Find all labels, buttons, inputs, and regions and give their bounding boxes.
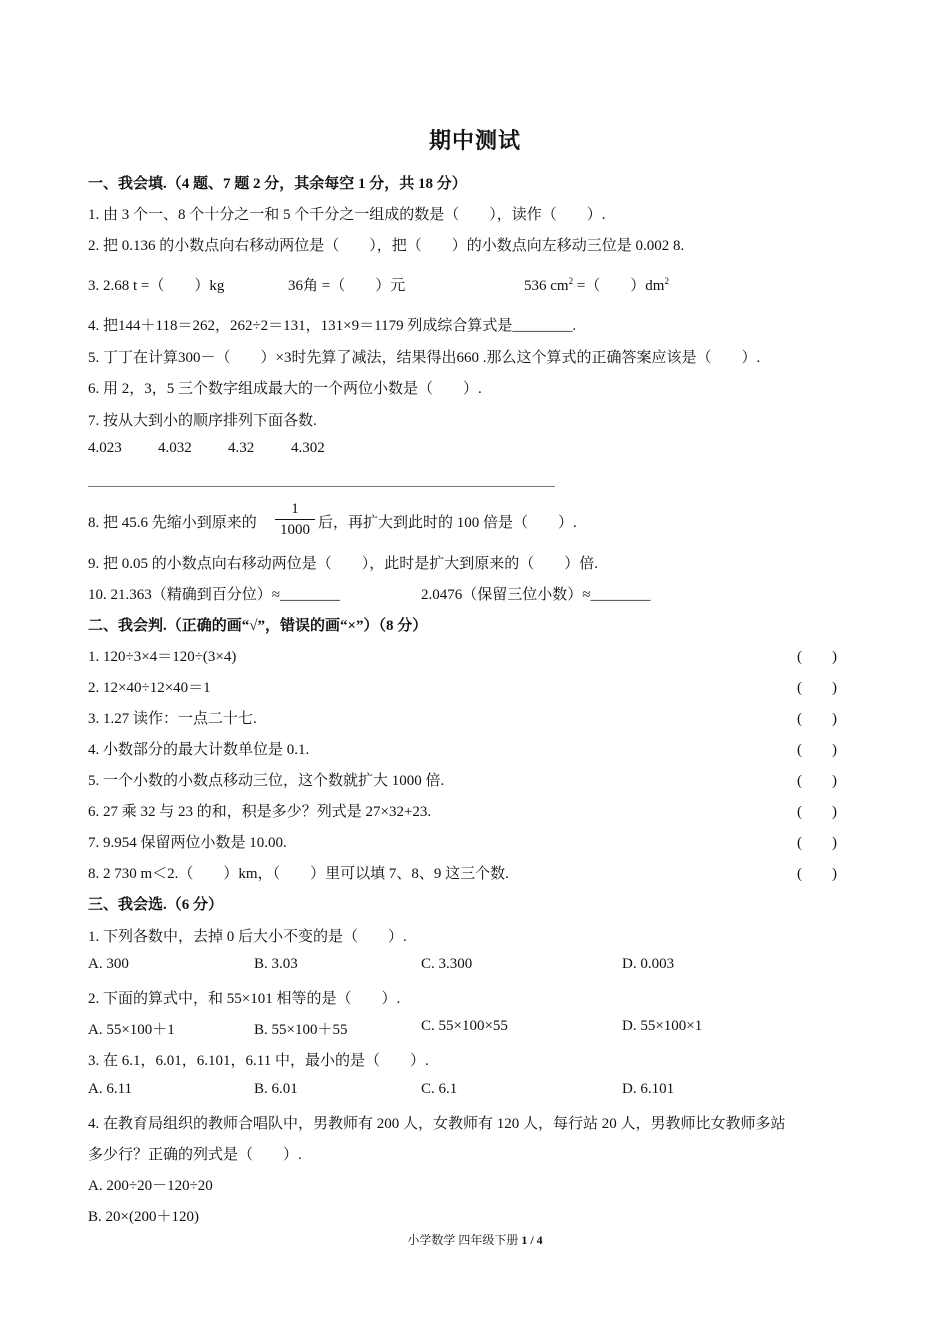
judge-item: 1. 120÷3×4＝120÷(3×4) <box>88 649 237 665</box>
s1-question-8-pre: 8. 把 45.6 先缩小到原来的 <box>88 515 257 531</box>
answer-paren: ( ) <box>797 711 837 727</box>
s1-q3c-mid: =（ ）dm <box>573 278 665 294</box>
choice-option: A. 300 <box>88 956 129 972</box>
s3-question-4-line1: 4. 在教育局组织的教师合唱队中，男教师有 200 人，女教师有 120 人，每行站 20 人，男教师比女教师多站 <box>88 1116 786 1132</box>
fraction-denominator: 1000 <box>280 522 310 538</box>
judge-item: 5. 一个小数的小数点移动三位，这个数就扩大 1000 倍. <box>88 773 445 789</box>
s1-q7-number: 4.302 <box>291 440 325 456</box>
choice-option: B. 3.03 <box>254 956 298 972</box>
page-footer <box>0 1231 950 1248</box>
answer-paren: ( ) <box>797 835 837 851</box>
judge-item: 3. 1.27 读作：一点二十七. <box>88 711 257 727</box>
fraction-numerator: 1 <box>275 500 315 520</box>
s1-question-9: 9. 把 0.05 的小数点向右移动两位是（ ），此时是扩大到原来的（ ）倍. <box>88 556 599 572</box>
choice-option: B. 20×(200＋120) <box>88 1209 199 1225</box>
s1-question-10b: 2.0476（保留三位小数）≈________ <box>421 587 651 603</box>
s3-question-1: 1. 下列各数中，去掉 0 后大小不变的是（ ）. <box>88 929 407 945</box>
choice-option: C. 3.300 <box>421 956 473 972</box>
section-1-heading: 一、我会填.（4 题、7 题 2 分，其余每空 1 分，共 18 分） <box>88 176 467 192</box>
s1-question-3b: 36角 =（ ）元 <box>288 278 406 294</box>
answer-paren: ( ) <box>797 866 837 882</box>
choice-option: A. 200÷20－120÷20 <box>88 1178 213 1194</box>
s1-question-7: 7. 按从大到小的顺序排列下面各数. <box>88 413 317 429</box>
judge-item: 6. 27 乘 32 与 23 的和，积是多少？列式是 27×32+23. <box>88 804 432 820</box>
s3-question-3: 3. 在 6.1，6.01，6.101，6.11 中，最小的是（ ）. <box>88 1053 429 1069</box>
s3-question-4-line2: 多少行？正确的列式是（ ）. <box>88 1147 302 1163</box>
choice-option: A. 55×100＋1 <box>88 1022 175 1038</box>
choice-option: B. 6.01 <box>254 1081 298 1097</box>
s1-question-2: 2. 把 0.136 的小数点向右移动两位是（ ），把（ ）的小数点向左移动三位是 0.002 8. <box>88 238 685 254</box>
s1-question-4: 4. 把144＋118＝262，262÷2＝131，131×9＝1179 列成综合算式是________. <box>88 318 577 334</box>
s1-question-1: 1. 由 3 个一、8 个十分之一和 5 个千分之一组成的数是（ ），读作（ ）. <box>88 207 606 223</box>
s1-q3c-sup2: 2 <box>664 276 669 286</box>
answer-paren: ( ) <box>797 742 837 758</box>
answer-paren: ( ) <box>797 680 837 696</box>
s1-question-6: 6. 用 2，3，5 三个数字组成最大的一个两位小数是（ ）. <box>88 381 482 397</box>
answer-paren: ( ) <box>797 773 837 789</box>
judge-item: 2. 12×40÷12×40＝1 <box>88 680 211 696</box>
choice-option: B. 55×100＋55 <box>254 1022 348 1038</box>
s1-question-5: 5. 丁丁在计算300－（ ）×3时先算了减法，结果得出660 .那么这个算式的正确答案应该是（ ）. <box>88 350 761 366</box>
s1-q7-number: 4.032 <box>158 440 192 456</box>
s1-q7-number: 4.023 <box>88 440 122 456</box>
judge-item: 8. 2 730 m＜2.（ ）km，（ ）里可以填 7、8、9 这三个数. <box>88 866 509 882</box>
answer-line <box>88 486 555 487</box>
page-title: 期中测试 <box>428 128 521 153</box>
page-number: 1 / 4 <box>521 1233 543 1247</box>
footer-text: 小学数学 四年级下册 <box>407 1233 522 1247</box>
answer-paren: ( ) <box>797 804 837 820</box>
s1-question-8-post: 后，再扩大到此时的 100 倍是（ ）. <box>318 515 577 531</box>
s1-q3c-sup: 2 <box>568 276 574 286</box>
choice-option: D. 0.003 <box>622 956 675 972</box>
s1-question-10a: 10. 21.363（精确到百分位）≈________ <box>88 587 340 603</box>
choice-option: D. 55×100×1 <box>622 1018 703 1034</box>
s1-question-3c <box>524 274 669 295</box>
s1-question-3a: 3. 2.68 t =（ ）kg <box>88 278 225 294</box>
answer-paren: ( ) <box>797 649 837 665</box>
section-3-heading: 三、我会选.（6 分） <box>88 897 224 913</box>
choice-option: C. 55×100×55 <box>421 1018 508 1034</box>
choice-option: C. 6.1 <box>421 1081 458 1097</box>
section-2-heading: 二、我会判.（正确的画“√”，错误的画“×”）（8 分） <box>88 618 428 634</box>
s3-question-2: 2. 下面的算式中，和 55×101 相等的是（ ）. <box>88 991 401 1007</box>
judge-item: 4. 小数部分的最大计数单位是 0.1. <box>88 742 310 758</box>
choice-option: D. 6.101 <box>622 1081 675 1097</box>
fraction <box>275 500 315 539</box>
choice-option: A. 6.11 <box>88 1081 133 1097</box>
judge-item: 7. 9.954 保留两位小数是 10.00. <box>88 835 287 851</box>
s1-q7-number: 4.32 <box>228 440 255 456</box>
s1-q3c-pre: 536 cm <box>524 278 569 294</box>
